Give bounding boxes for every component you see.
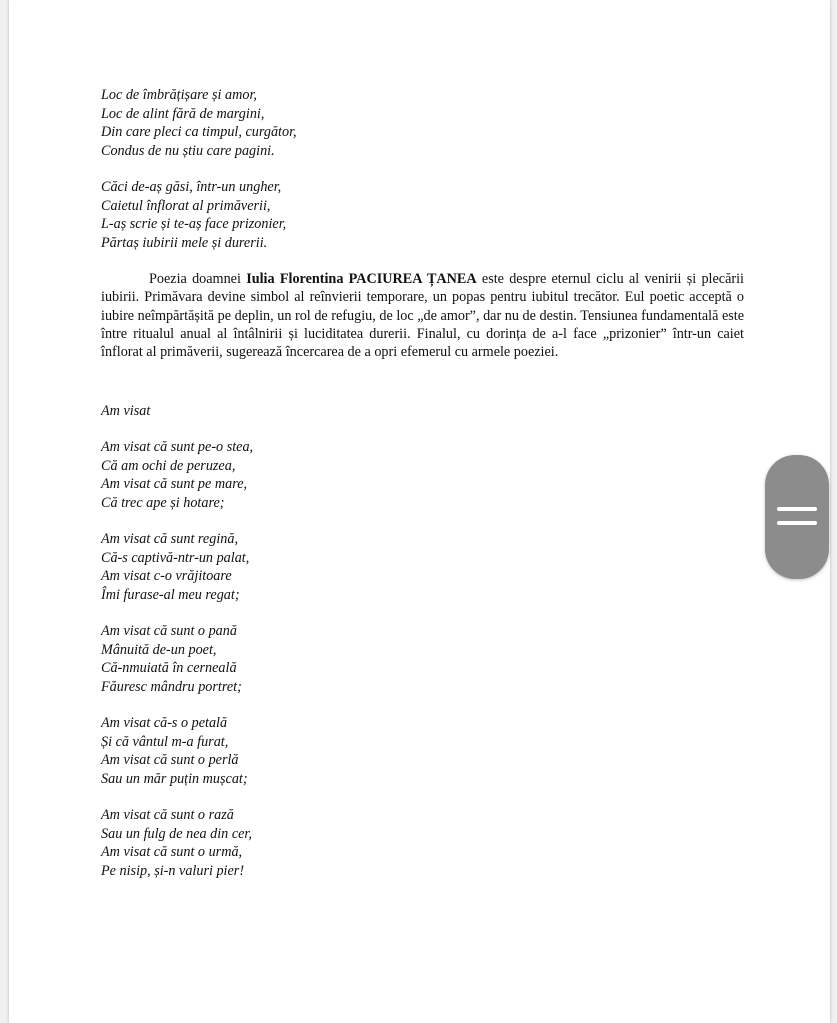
verse-line: L-aș scrie și te-aș face prizonier, [101, 216, 287, 232]
verse-line: Făuresc mândru portret; [101, 678, 242, 695]
commentary-intro: Poezia doamnei [149, 271, 247, 287]
verse-line: Părtaș iubirii mele și durerii. [101, 234, 268, 251]
verse-line: Îmi furase-al meu regat; [101, 586, 240, 603]
verse-line: Că-s captivă-ntr-un palat, [101, 549, 250, 566]
grip-line [777, 521, 817, 525]
stanza [101, 622, 744, 696]
verse-line: Loc de alint fără de margini, [101, 105, 265, 122]
stanza [101, 438, 744, 512]
verse-line: Am visat că sunt regină, [101, 531, 238, 548]
verse-line: Că trec ape și hotare; [101, 494, 225, 511]
verse-line: Am visat că sunt o perlă [101, 752, 239, 769]
verse-line: Am visat că sunt o urmă, [101, 844, 243, 861]
verse-line: Sau un fulg de nea din cer, [101, 825, 252, 842]
grip-line [777, 507, 817, 511]
verse-line: Sau un măr puțin mușcat; [101, 770, 248, 787]
stanza [101, 714, 744, 788]
verse-line: Și că vântul m-a furat, [101, 733, 229, 750]
verse-line: Din care pleci ca timpul, curgător, [101, 124, 297, 140]
page-content [101, 86, 744, 898]
verse-line: Loc de îmbrățișare și amor, [101, 87, 257, 103]
verse-line: Am visat că sunt pe mare, [101, 476, 248, 493]
commentary-paragraph [101, 270, 744, 361]
verse-line: Pe nisip, și-n valuri pier! [101, 862, 245, 879]
stanza [101, 806, 744, 880]
stanza [101, 86, 744, 160]
stanza [101, 178, 744, 252]
verse-line: Că-nmuiată în cerneală [101, 660, 237, 677]
poem-title: Am visat [101, 403, 151, 420]
verse-line: Am visat c-o vrăjitoare [101, 568, 232, 585]
poem-am-visat [101, 438, 744, 880]
verse-line: Căci de-aș găsi, într-un ungher, [101, 179, 282, 195]
poem-first [101, 86, 744, 252]
stanza [101, 530, 744, 604]
verse-line: Că am ochi de peruzea, [101, 457, 236, 474]
commentary-body: este despre eternul ciclu al venirii și plecării iubirii. Primăvara devine simbol al reînvierii temporare, un popas pentru iubitul trecător. Eul poetic acceptă o iubire neîmpărtășită pe deplin, un rol de refugiu, de loc „de amor”, dar nu de destin. Tensiunea fundamentală este între ritualul anual al întâlnirii și luciditatea durerii. Finalul, cu dorința de a-l face „prizonier” într-un caiet înflorat al primăverii, sugerează încercarea de a opri efemerul cu armele poeziei. [101, 271, 744, 361]
author-name: Iulia Florentina PACIUREA ȚANEA [246, 271, 477, 287]
verse-line: Am visat că-s o petală [101, 715, 228, 732]
document-page [9, 0, 830, 1023]
verse-line: Caietul înflorat al primăverii, [101, 197, 271, 214]
verse-line: Am visat că sunt o pană [101, 623, 237, 640]
verse-line: Condus de nu știu care pagini. [101, 142, 275, 159]
verse-line: Mânuită de-un poet, [101, 641, 217, 658]
verse-line: Am visat că sunt pe-o stea, [101, 439, 254, 456]
verse-line: Am visat că sunt o rază [101, 807, 234, 824]
scroll-handle[interactable] [765, 455, 829, 579]
